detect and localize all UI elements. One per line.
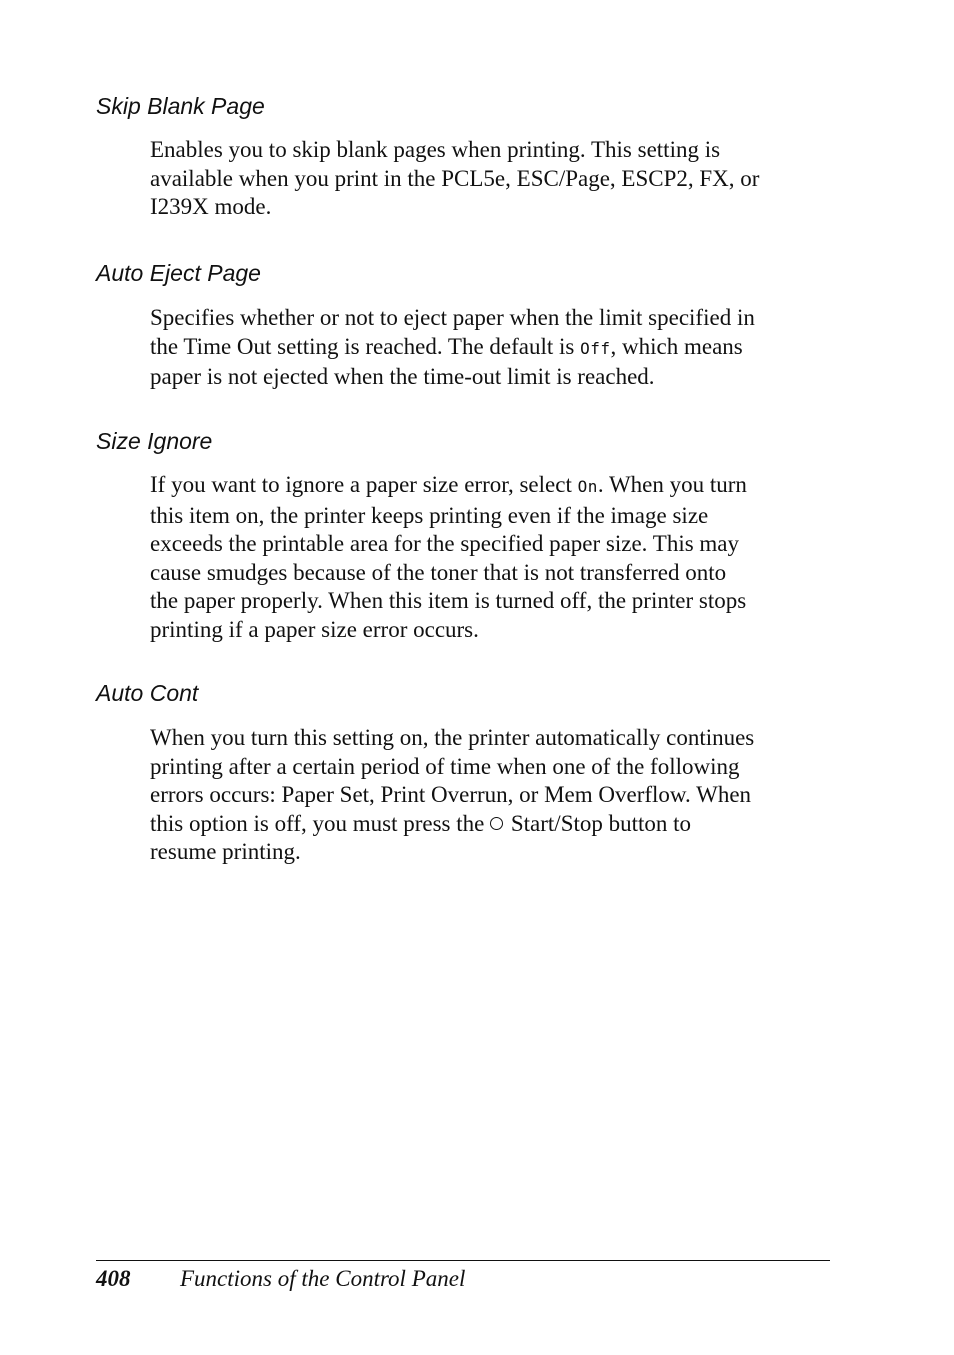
running-footer-title: Functions of the Control Panel [180, 1266, 466, 1291]
text-fragment: . When you turn [597, 472, 747, 497]
text-line: resume printing. [150, 839, 301, 865]
text-line: this item on, the printer keeps printing even if the image size [150, 502, 709, 528]
text-line [150, 810, 830, 839]
text-line: available when you print in the PCL5e, ESC/Page, ESCP2, FX, or [150, 165, 760, 191]
text-line [150, 471, 830, 502]
text-line: exceeds the printable area for the specified paper size. This may [150, 531, 740, 557]
start-stop-circle-icon [490, 817, 503, 830]
text-line: cause smudges because of the toner that is not transferred onto [150, 559, 727, 585]
text-line: When you turn this setting on, the printer automatically continues [150, 725, 755, 750]
text-fragment: , which means [610, 333, 743, 359]
heading-skip-blank-page: Skip Blank Page [96, 93, 265, 119]
paragraph-size-ignore [150, 471, 830, 645]
text-line: printing after a certain period of time when one of the following [150, 753, 740, 779]
text-line [150, 333, 830, 364]
text-line: I239X mode. [150, 194, 272, 220]
text-line: Specifies whether or not to eject paper when the limit specified in [150, 305, 755, 330]
page-number: 408 [96, 1266, 131, 1291]
text-fragment: If you want to ignore a paper size error, select [150, 472, 578, 497]
text-line: the paper properly. When this item is turned off, the printer stops [150, 588, 747, 614]
text-line: printing if a paper size error occurs. [150, 616, 479, 642]
text-line: Enables you to skip blank pages when printing. This setting is [150, 137, 721, 162]
footer-divider [96, 1260, 830, 1261]
heading-size-ignore: Size Ignore [96, 428, 213, 454]
text-fragment: the Time Out setting is reached. The default is [150, 333, 581, 359]
text-line: paper is not ejected when the time-out limit is reached. [150, 364, 655, 390]
lcd-value-off: Off [580, 338, 611, 358]
text-fragment: Start/Stop button to [505, 810, 692, 836]
paragraph-auto-eject-page [150, 304, 830, 392]
lcd-value-on: On [577, 477, 598, 496]
text-line: errors occurs: Paper Set, Print Overrun, or Mem Overflow. When [150, 782, 752, 808]
paragraph-auto-cont [150, 724, 830, 867]
heading-auto-cont: Auto Cont [96, 680, 199, 706]
heading-auto-eject-page: Auto Eject Page [96, 260, 261, 286]
paragraph-skip-blank-page [150, 136, 830, 222]
text-fragment: this option is off, you must press the [150, 810, 491, 836]
